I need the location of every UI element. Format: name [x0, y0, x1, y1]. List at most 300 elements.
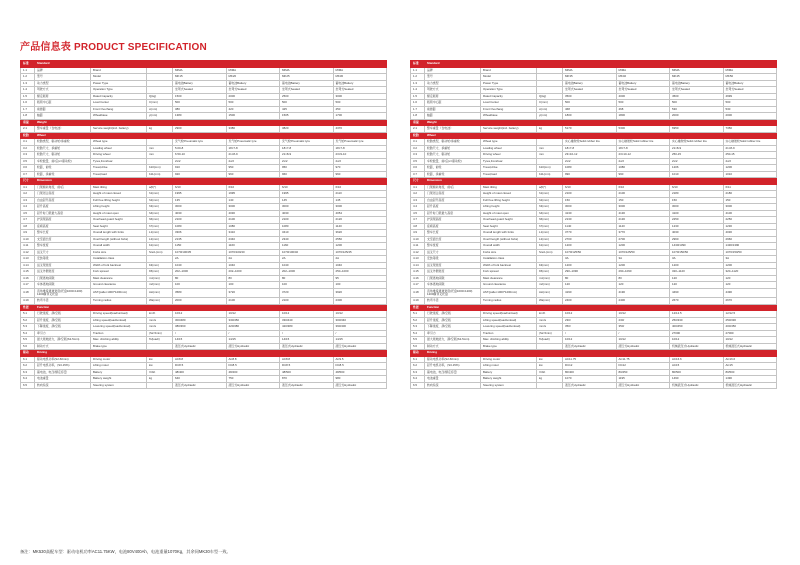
- spec-cell: 500: [616, 100, 670, 107]
- spec-cell: 390/400: [333, 324, 387, 331]
- spec-cell: 18×7-8: [616, 145, 670, 152]
- spec-cell: 6.3: [411, 369, 425, 376]
- spec-cell: 2A: [226, 256, 280, 263]
- spec-cell: 202~1000: [280, 269, 334, 276]
- spec-cell: 转弯半径: [425, 298, 481, 305]
- spec-cell: 液压式Hydraulic: [226, 343, 280, 350]
- spec-cell: Lifting speed(load/unload): [481, 317, 537, 324]
- spec-cell: 150: [723, 197, 777, 204]
- spec-cell: 6.50-10: [173, 152, 227, 159]
- spec-cell: 液压式Hydraulic: [173, 382, 227, 389]
- spec-cell: b5(mm): [537, 269, 563, 276]
- spec-cell: 动力类型: [425, 80, 481, 87]
- spec-cell: 80: [280, 275, 334, 282]
- spec-cell: 行驶速度，满/空载: [35, 311, 91, 318]
- spec-cell: L1(mm): [537, 230, 563, 237]
- spec-cell: 320~1120: [723, 269, 777, 276]
- spec-cell: 5.3: [411, 324, 425, 331]
- spec-cell: 3920: [333, 288, 387, 298]
- spec-cell: 2A: [280, 256, 334, 263]
- spec-cell: h4(mm): [147, 210, 173, 217]
- spec-cell: 250/330: [723, 317, 777, 324]
- spec-cell: 起升高度: [425, 204, 481, 211]
- spec-cell: MIMA: [670, 67, 724, 74]
- spec-cell: 6/11: [723, 184, 777, 191]
- spec-cell: 4.17: [21, 282, 35, 289]
- spec-cell: 120: [616, 282, 670, 289]
- spec-cell: 4.2: [21, 191, 35, 198]
- spec-cell: 1800: [563, 113, 617, 120]
- spec-cell: 1200: [616, 262, 670, 269]
- spec-cell: kw: [147, 363, 173, 370]
- spec-cell: 门架闭合高度: [35, 191, 91, 198]
- spec-cell: Driving wheel: [481, 152, 537, 159]
- spec-cell: 品牌: [35, 67, 91, 74]
- spec-cell: Overhead guard height: [91, 217, 147, 224]
- spec-cell: 液压式Hydraulic: [226, 382, 280, 389]
- spec-cell: 4.5: [21, 210, 35, 217]
- spec-cell: MIMA: [723, 67, 777, 74]
- spec-cell: 型号: [35, 74, 91, 81]
- spec-cell: 1500: [173, 93, 227, 100]
- spec-cell: x(mm): [147, 106, 173, 113]
- spec-cell: 750: [226, 376, 280, 383]
- spec-cell: Height of mast open: [91, 210, 147, 217]
- spec-cell: 4.18: [21, 288, 35, 298]
- spec-cell: 2135: [173, 236, 227, 243]
- spec-cell: 4.17: [411, 282, 425, 289]
- spec-cell: mm/s: [147, 317, 173, 324]
- spec-cell: b10(mm): [537, 165, 563, 172]
- spec-cell: 蓄电池Battery: [173, 80, 227, 87]
- spec-cell: 支至面长度: [35, 236, 91, 243]
- spec-cell: 型号: [425, 74, 481, 81]
- spec-cell: h7(mm): [537, 223, 563, 230]
- spec-cell: 起升高度: [35, 204, 91, 211]
- spec-cell: 2A: [333, 256, 387, 263]
- spec-cell: 150: [616, 197, 670, 204]
- spec-cell: Overall width: [91, 243, 147, 250]
- spec-cell: 轮胎尺寸，驱动轮: [35, 152, 91, 159]
- spec-cell: C(mm): [537, 100, 563, 107]
- spec-cell: 载荷中心距: [35, 100, 91, 107]
- spec-cell: Full free lifting height: [481, 197, 537, 204]
- section-label-en: Function: [35, 304, 387, 311]
- spec-cell: 5.6: [21, 343, 35, 350]
- spec-cell: 120: [723, 282, 777, 289]
- spec-cell: 驱动电机功率(S2-60min): [425, 356, 481, 363]
- spec-cell: 3000: [280, 204, 334, 211]
- spec-cell: 3820: [280, 126, 334, 133]
- spec-cell: Front Overhang: [91, 106, 147, 113]
- spec-cell: MIMA: [226, 67, 280, 74]
- spec-table-left: [20, 60, 387, 389]
- spec-cell: 安装等级: [35, 256, 91, 263]
- spec-cell: 座椅高度: [35, 223, 91, 230]
- spec-cell: 300/480: [173, 317, 227, 324]
- spec-cell: /: [616, 330, 670, 337]
- spec-cell: m2(mm): [537, 282, 563, 289]
- spec-cell: 530: [670, 106, 724, 113]
- spec-cell: AC8.8: [173, 356, 227, 363]
- spec-cell: b3(mm): [537, 262, 563, 269]
- spec-cell: 500: [333, 100, 387, 107]
- section-label-cn: 性能: [411, 304, 425, 311]
- spec-cell: 1040: [333, 262, 387, 269]
- spec-cell: 2340: [226, 236, 280, 243]
- footnote: 备注：MK530高配车型：驱动电机功率AC11.75KW，电池80V400Ah，电池重量1070Kg，其余同MK30车型一致。: [20, 549, 231, 554]
- spec-cell: 1380: [173, 113, 227, 120]
- spec-cell: 前悬距: [425, 106, 481, 113]
- spec-cell: 2180: [670, 191, 724, 198]
- spec-cell: 4054: [333, 210, 387, 217]
- spec-cell: 425: [280, 106, 334, 113]
- spec-cell: 充气轮Pneumatic tyre: [173, 139, 227, 146]
- spec-cell: 2100: [280, 217, 334, 224]
- spec-cell: b3(mm): [147, 262, 173, 269]
- spec-cell: Rated Capacity: [481, 93, 537, 100]
- spec-cell: 1.1: [21, 67, 35, 74]
- spec-cell: 蓄电池Battery: [333, 80, 387, 87]
- spec-cell: 2300: [333, 298, 387, 305]
- spec-cell: L2(mm): [537, 236, 563, 243]
- section-label-cn: 尺寸: [411, 178, 425, 185]
- spec-row: [411, 382, 777, 389]
- spec-cell: 货叉外侧宽度: [425, 269, 481, 276]
- spec-cell: 290~1090: [616, 269, 670, 276]
- spec-cell: 轮胎尺寸，驱动轮: [425, 152, 481, 159]
- spec-cell: 3380: [226, 126, 280, 133]
- spec-cell: 3000: [670, 204, 724, 211]
- spec-cell: 135: [173, 197, 227, 204]
- spec-cell: Battery: [91, 369, 147, 376]
- spec-cell: h4(mm): [537, 210, 563, 217]
- spec-cell: 3.3: [411, 152, 425, 159]
- spec-cell: MK45: [670, 74, 724, 81]
- spec-cell: 门架离地间隙: [425, 275, 481, 282]
- spec-cell: 3.6: [21, 165, 35, 172]
- section-label-en: Driving: [425, 350, 777, 357]
- spec-cell: 1.4: [411, 87, 425, 94]
- spec-cell: 4.19: [21, 298, 35, 305]
- spec-cell: Traction: [91, 330, 147, 337]
- spec-cell: 950: [226, 165, 280, 172]
- spec-cell: 蓄电池Battery: [280, 80, 334, 87]
- spec-cell: DC8.5: [280, 363, 334, 370]
- spec-cell: h2(mm): [147, 197, 173, 204]
- spec-cell: 48/500: [280, 369, 334, 376]
- spec-cell: 1140: [563, 223, 617, 230]
- spec-cell: 100: [226, 282, 280, 289]
- spec-cell: 5.00-8: [173, 145, 227, 152]
- spec-cell: 4.11: [411, 243, 425, 250]
- spec-cell: 牵引力: [35, 330, 91, 337]
- spec-cell: 6.4: [21, 376, 35, 383]
- spec-cell: Operation Type: [91, 87, 147, 94]
- spec-cell: S/e/L(mm): [147, 249, 173, 256]
- spec-cell: 4100: [723, 210, 777, 217]
- spec-cell: 21×8-9: [280, 152, 334, 159]
- spec-cell: 1080: [563, 165, 617, 172]
- spec-cell: 车轮数量，前/后(x=驱动轮): [35, 158, 91, 165]
- spec-cell: 1430/1390: [670, 243, 724, 250]
- spec-cell: 950: [280, 165, 334, 172]
- spec-cell: 2960: [723, 236, 777, 243]
- section-label-cn: 尺寸: [21, 178, 35, 185]
- spec-cell: Traction: [481, 330, 537, 337]
- spec-cell: 4.15: [411, 269, 425, 276]
- spec-cell: 5.1: [21, 311, 35, 318]
- spec-cell: 2x/2: [616, 158, 670, 165]
- spec-cell: 1080: [173, 223, 227, 230]
- spec-cell: AC15: [723, 363, 777, 370]
- spec-cell: 1230: [723, 223, 777, 230]
- spec-cell: 充气轮Pneumatic tyre: [333, 139, 387, 146]
- spec-cell: 1040: [226, 262, 280, 269]
- spec-cell: 500: [563, 100, 617, 107]
- spec-cell: 2250: [723, 217, 777, 224]
- spec-cell: 1.4: [21, 87, 35, 94]
- spec-cell: 坐驾式Seated: [280, 87, 334, 94]
- spec-cell: 21×8-9: [670, 145, 724, 152]
- spec-cell: 起升速度，满/空载: [425, 317, 481, 324]
- spec-cell: 轮距，承重轮: [425, 171, 481, 178]
- spec-cell: Turning radius: [91, 298, 147, 305]
- spec-cell: 门架倾斜角度，前/后: [35, 184, 91, 191]
- spec-cell: Front Overhang: [481, 106, 537, 113]
- spec-cell: 3000: [333, 93, 387, 100]
- spec-cell: 420/380: [280, 324, 334, 331]
- spec-cell: 5.5: [21, 337, 35, 344]
- spec-cell: 3620: [333, 230, 387, 237]
- spec-cell: Brake type: [481, 343, 537, 350]
- spec-cell: 3000: [226, 204, 280, 211]
- spec-cell: 转弯半径: [35, 298, 91, 305]
- spec-cell: h7(mm): [147, 223, 173, 230]
- spec-cell: 轮胎类型，驱动轮/承重轮: [425, 139, 481, 146]
- spec-cell: 4030: [670, 230, 724, 237]
- spec-cell: 1160: [280, 243, 334, 250]
- spec-cell: 2100: [173, 217, 227, 224]
- spec-table-right: [410, 60, 777, 389]
- spec-cell: 1070/125/45: [333, 249, 387, 256]
- spec-cell: Load Center: [91, 100, 147, 107]
- spec-cell: 80: [563, 275, 617, 282]
- spec-cell: 250~1000: [333, 269, 387, 276]
- spec-cell: 2.1: [411, 126, 425, 133]
- spec-cell: 14/15: [333, 337, 387, 344]
- spec-cell: 80: [616, 275, 670, 282]
- spec-cell: 27000: [670, 330, 724, 337]
- spec-cell: 4.9: [21, 230, 35, 237]
- spec-cell: kg: [147, 376, 173, 383]
- spec-cell: 充气轮Pneumatic tyre: [226, 139, 280, 146]
- spec-cell: 2000: [226, 93, 280, 100]
- spec-cell: Installation class: [481, 256, 537, 263]
- spec-cell: 下降速度，满/空载: [35, 324, 91, 331]
- spec-cell: 4.16: [411, 275, 425, 282]
- spec-cell: Wheel type: [91, 139, 147, 146]
- spec-cell: 护顶架高度: [35, 217, 91, 224]
- spec-cell: 货叉尺寸: [425, 249, 481, 256]
- spec-cell: 支至面长度: [425, 236, 481, 243]
- spec-cell: 4.12: [21, 249, 35, 256]
- spec-cell: 400/450: [670, 324, 724, 331]
- spec-cell: MK40: [616, 74, 670, 81]
- spec-cell: 80/450: [616, 369, 670, 376]
- spec-cell: 6/10: [670, 184, 724, 191]
- page-title: 产品信息表 PRODUCT SPECIFICATION: [20, 42, 207, 53]
- spec-cell: 420/380: [226, 324, 280, 331]
- spec-cell: 6.4: [411, 376, 425, 383]
- spec-cell: 4030: [226, 210, 280, 217]
- spec-cell: 18×7-8: [280, 145, 334, 152]
- spec-cell: 500: [280, 100, 334, 107]
- spec-cell: 机械液压式Hydraulic: [670, 343, 724, 350]
- spec-cell: 1070/125/50: [616, 249, 670, 256]
- spec-cell: 液压式Hydraulic: [173, 343, 227, 350]
- spec-cell: 4030: [723, 230, 777, 237]
- spec-cell: 95: [333, 275, 387, 282]
- spec-cell: 1.5: [21, 93, 35, 100]
- spec-cell: 80/400: [563, 369, 617, 376]
- spec-cell: 145: [280, 197, 334, 204]
- spec-cell: 290~1090: [563, 269, 617, 276]
- spec-cell: y(mm): [537, 113, 563, 120]
- spec-cell: 4000: [616, 93, 670, 100]
- spec-cell: b11(mm): [537, 171, 563, 178]
- spec-cell: 960: [226, 171, 280, 178]
- spec-cell: 2000: [173, 298, 227, 305]
- spec-cell: 3000: [616, 204, 670, 211]
- spec-cell: Mast tilting: [481, 184, 537, 191]
- spec-cell: 1490: [670, 376, 724, 383]
- spec-cell: kw: [147, 356, 173, 363]
- spec-cell: 4030: [280, 210, 334, 217]
- spec-cell: 990: [616, 171, 670, 178]
- spec-cell: Lowering speed(load/unload): [91, 324, 147, 331]
- spec-cell: 4190: [616, 288, 670, 298]
- spec-cell: h1(mm): [537, 191, 563, 198]
- spec-cell: 电池重量: [425, 376, 481, 383]
- spec-cell: Loading wheel: [91, 145, 147, 152]
- spec-cell: 门架离地间隙: [35, 275, 91, 282]
- spec-cell: 轮胎尺寸，承重轮: [425, 145, 481, 152]
- spec-cell: 4.15: [21, 269, 35, 276]
- spec-cell: 530: [723, 106, 777, 113]
- spec-cell: 5.4: [21, 330, 35, 337]
- spec-cell: Ground clearance: [481, 282, 537, 289]
- spec-cell: 100: [280, 282, 334, 289]
- spec-cell: 载荷中心距: [425, 100, 481, 107]
- spec-cell: 2130: [563, 217, 617, 224]
- spec-cell: 960: [333, 171, 387, 178]
- spec-cell: Overll length (without forks): [91, 236, 147, 243]
- spec-cell: 23×10-12: [616, 152, 670, 159]
- spec-cell: 1206: [723, 165, 777, 172]
- spec-cell: 4.3: [411, 197, 425, 204]
- spec-cell: 960: [280, 171, 334, 178]
- spec-cell: 行驶速度，满/空载: [425, 311, 481, 318]
- spec-cell: 液压式Hydraulic: [333, 343, 387, 350]
- spec-cell: 转向系统: [425, 382, 481, 389]
- spec-cell: 1195: [616, 376, 670, 383]
- spec-cell: 驾驶方式: [425, 87, 481, 94]
- spec-cell: Seat height: [91, 223, 147, 230]
- spec-cell: 机械液压式Hydraulic: [723, 343, 777, 350]
- section-label-cn: 轮胎: [21, 132, 35, 139]
- spec-cell: 14/15: [226, 337, 280, 344]
- spec-cell: 4.8: [411, 223, 425, 230]
- spec-cell: 1.6: [411, 100, 425, 107]
- spec-cell: Ast(mm): [537, 288, 563, 298]
- spec-cell: h6(mm): [537, 217, 563, 224]
- spec-cell: 2x/2: [226, 158, 280, 165]
- spec-cell: 坐驾式Seated: [670, 87, 724, 94]
- spec-cell: 1995: [280, 191, 334, 198]
- spec-cell: 48/400: [226, 369, 280, 376]
- spec-cell: 2x/2: [670, 158, 724, 165]
- spec-cell: 坐驾式Seated: [173, 87, 227, 94]
- spec-cell: 2100: [563, 191, 617, 198]
- spec-cell: 4.7: [21, 217, 35, 224]
- spec-cell: 3770: [563, 230, 617, 237]
- spec-cell: Installation class: [91, 256, 147, 263]
- spec-cell: 14/15: [173, 337, 227, 344]
- spec-cell: AST(pallet 1000*1200mm): [91, 288, 147, 298]
- spec-cell: 2670: [670, 298, 724, 305]
- section-label-en: Standard: [425, 61, 777, 68]
- spec-cell: 2550: [333, 236, 387, 243]
- spec-cell: 1200: [723, 262, 777, 269]
- section-label-en: Weight: [35, 119, 387, 126]
- spec-cell: Fork spread: [481, 269, 537, 276]
- spec-cell: AST(pallet 1000*1200mm): [481, 288, 537, 298]
- spec-cell: Mast clearance: [91, 275, 147, 282]
- spec-cell: 4.9: [411, 230, 425, 237]
- spec-cell: 蓄电池，电压/额定容量: [425, 369, 481, 376]
- spec-cell: 轮距，前轮: [425, 165, 481, 172]
- spec-cell: 液压式Hydraulic: [280, 343, 334, 350]
- spec-cell: 10/12: [616, 337, 670, 344]
- spec-cell: 1010: [670, 171, 724, 178]
- spec-cell: 120: [670, 282, 724, 289]
- spec-cell: 4.4: [21, 204, 35, 211]
- spec-cell: x(mm): [537, 106, 563, 113]
- spec-cell: kg: [537, 376, 563, 383]
- spec-cell: 轮距，前轮: [35, 165, 91, 172]
- spec-row: [411, 288, 777, 298]
- spec-cell: 整车长度: [425, 230, 481, 237]
- spec-cell: Lifting speed(load/unload): [91, 317, 147, 324]
- spec-cell: Full free lifting height: [91, 197, 147, 204]
- spec-row: [21, 288, 387, 298]
- spec-cell: S/e/L(mm): [537, 249, 563, 256]
- section-label-cn: 驱动: [21, 350, 35, 357]
- spec-cell: 最大爬坡能力，满/空载(S2-5min): [425, 337, 481, 344]
- section-label-en: Function: [425, 304, 777, 311]
- spec-cell: 3000: [173, 204, 227, 211]
- spec-cell: 直角堆垛通道宽度(托盘1000×1200) 1200横穿叉托盘: [35, 288, 91, 298]
- spec-cell: 液压式Hydraulic: [563, 382, 617, 389]
- spec-cell: 护顶架高度: [425, 217, 481, 224]
- spec-cell: 2000: [670, 113, 724, 120]
- section-label-en: Driving: [35, 350, 387, 357]
- spec-cell: 1230: [670, 223, 724, 230]
- spec-cell: 1080: [280, 223, 334, 230]
- spec-cell: 1010: [723, 171, 777, 178]
- spec-cell: 6/10: [333, 184, 387, 191]
